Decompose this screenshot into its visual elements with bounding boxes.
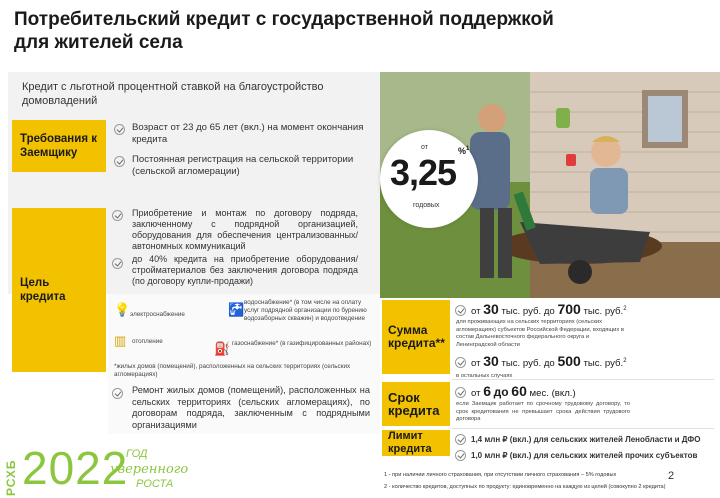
rate-value: 3,25 [390, 152, 457, 193]
comm-heating: отопление [132, 338, 163, 345]
sum-2-min: 30 [483, 353, 499, 369]
comm-water: водоснабжение* (в том числе на оплату услуг подрядной организации по бурению водозаборных скважин) и водоотведение [244, 299, 367, 322]
radiator-icon: ▥ [114, 333, 127, 348]
subtitle: Кредит с льготной процентной ставкой на благоустройство домовладений [22, 81, 324, 107]
sum-1-suffix: тыс. руб. [583, 306, 624, 317]
goal-item-materials: до 40% кредита на приобретение оборудования/ стройматериалов без заключения договора подряда (по договору купли-продажи) [132, 254, 358, 286]
term-range [471, 383, 576, 399]
sum-2-prefix: от [471, 358, 481, 369]
rate-from: от [421, 144, 428, 151]
rate-period: годовых [413, 202, 440, 209]
sum-2-mid: тыс. руб. до [501, 358, 555, 369]
term-note: если Заемщик работает по срочному трудовому договору, то срок кредитования не превышает срока действия трудового договора [456, 401, 630, 422]
comm-electric: электроснабжение [130, 311, 185, 318]
sum-range-2-note: в остальных случаях [456, 373, 513, 379]
term-label [382, 382, 450, 426]
gas-icon: ⛽ [214, 341, 231, 356]
goal-label [12, 208, 106, 372]
goal-item-equipment: Приобретение и монтаж по договору подряда, заключенному с подрядной организацией, оборудования для обеспечения централизованных/автономных коммуникаций [132, 208, 358, 251]
sum-2-sup: 2 [623, 357, 627, 364]
limit-item-lenobl: 1,4 млн ₽ (вкл.) для сельских жителей Ленобласти и ДФО [471, 435, 701, 444]
divider [452, 428, 714, 429]
check-icon [455, 387, 466, 398]
check-icon [455, 450, 466, 461]
requirement-age: Возраст от 23 до 65 лет (вкл.) на момент окончания кредита [132, 122, 364, 145]
sum-range-2 [471, 353, 627, 369]
requirements-label-text: Требования к Заемщику [20, 133, 97, 159]
limit-label-text: Лимит кредита [388, 430, 432, 455]
logo-year: 2022 [22, 442, 129, 494]
rate-unit [458, 146, 469, 156]
term-prefix: от [471, 388, 481, 399]
sum-1-max: 700 [557, 301, 581, 317]
sum-1-prefix: от [471, 306, 481, 317]
check-icon [112, 388, 123, 399]
requirements-label [12, 120, 106, 172]
term-mid: до [493, 385, 509, 399]
check-icon [455, 434, 466, 445]
comm-gas: газоснабжение* (в газифицированных районах) [232, 340, 372, 347]
check-icon [455, 357, 466, 368]
limit-label [382, 430, 450, 456]
sum-1-min: 30 [483, 301, 499, 317]
sum-2-suffix: тыс. руб. [583, 358, 624, 369]
page-number: 2 [668, 470, 675, 482]
sum-2-max: 500 [557, 353, 581, 369]
divider [452, 379, 714, 380]
goal-label-text: Цель кредита [20, 277, 66, 303]
logo-brand: РСХБ [4, 459, 18, 496]
check-icon [455, 305, 466, 316]
check-icon [114, 156, 125, 167]
logo-line-1: ГОД [126, 448, 148, 460]
rate-unit-sign: % [458, 146, 467, 156]
sum-range-1-note: для проживающих на сельских территориях (сельских агломерациях) субъектов Российской Федерации, входящих в состав Дальневосточного федерального округа и Ленинградской области [456, 319, 625, 348]
page-title: Потребительский кредит с государственной поддержкой для жителей села [14, 9, 554, 53]
check-icon [112, 258, 123, 269]
rate-footnote-marker: 1 [466, 146, 470, 152]
limit-item-other: 1,0 млн ₽ (вкл.) для сельских жителей прочих субъектов [471, 451, 698, 460]
sum-1-mid: тыс. руб. до [501, 306, 555, 317]
sum-1-sup: 2 [623, 305, 627, 312]
goal-item-repair: Ремонт жилых домов (помещений), расположенных на сельских территориях (сельских агломерациях), по договорам подряда, заключенным с подрядными организациями [132, 385, 370, 430]
sum-range-1 [471, 301, 627, 317]
footnote-2: 2 - количество кредитов, доступных по продукту: единовременно на каждую из целей (совокупно 2 кредита) [384, 484, 666, 490]
logo-line-3: РОСТА [136, 478, 174, 490]
logo-line-2: уверенного [110, 462, 189, 477]
check-icon [112, 210, 123, 221]
term-max: 60 [511, 383, 527, 399]
year-logo [0, 440, 360, 498]
sum-label-text: Сумма кредита** [388, 323, 445, 350]
term-min: 6 [483, 383, 491, 399]
lightbulb-icon: 💡 [114, 302, 131, 317]
comm-footnote: *жилых домов (помещений), расположенных на сельских территориях (сельских агломерациях) [114, 363, 351, 378]
sum-label [382, 300, 450, 374]
footnote-1: 1 - при наличии личного страхования, при отсутствии личного страхования – 5% годовых [384, 472, 617, 478]
term-label-text: Срок кредита [388, 390, 440, 418]
check-icon [114, 124, 125, 135]
term-suffix: мес. (вкл.) [529, 388, 576, 399]
water-tap-icon: 🚰 [228, 302, 245, 317]
requirement-registration: Постоянная регистрация на сельской территории (сельской агломерации) [132, 154, 354, 177]
